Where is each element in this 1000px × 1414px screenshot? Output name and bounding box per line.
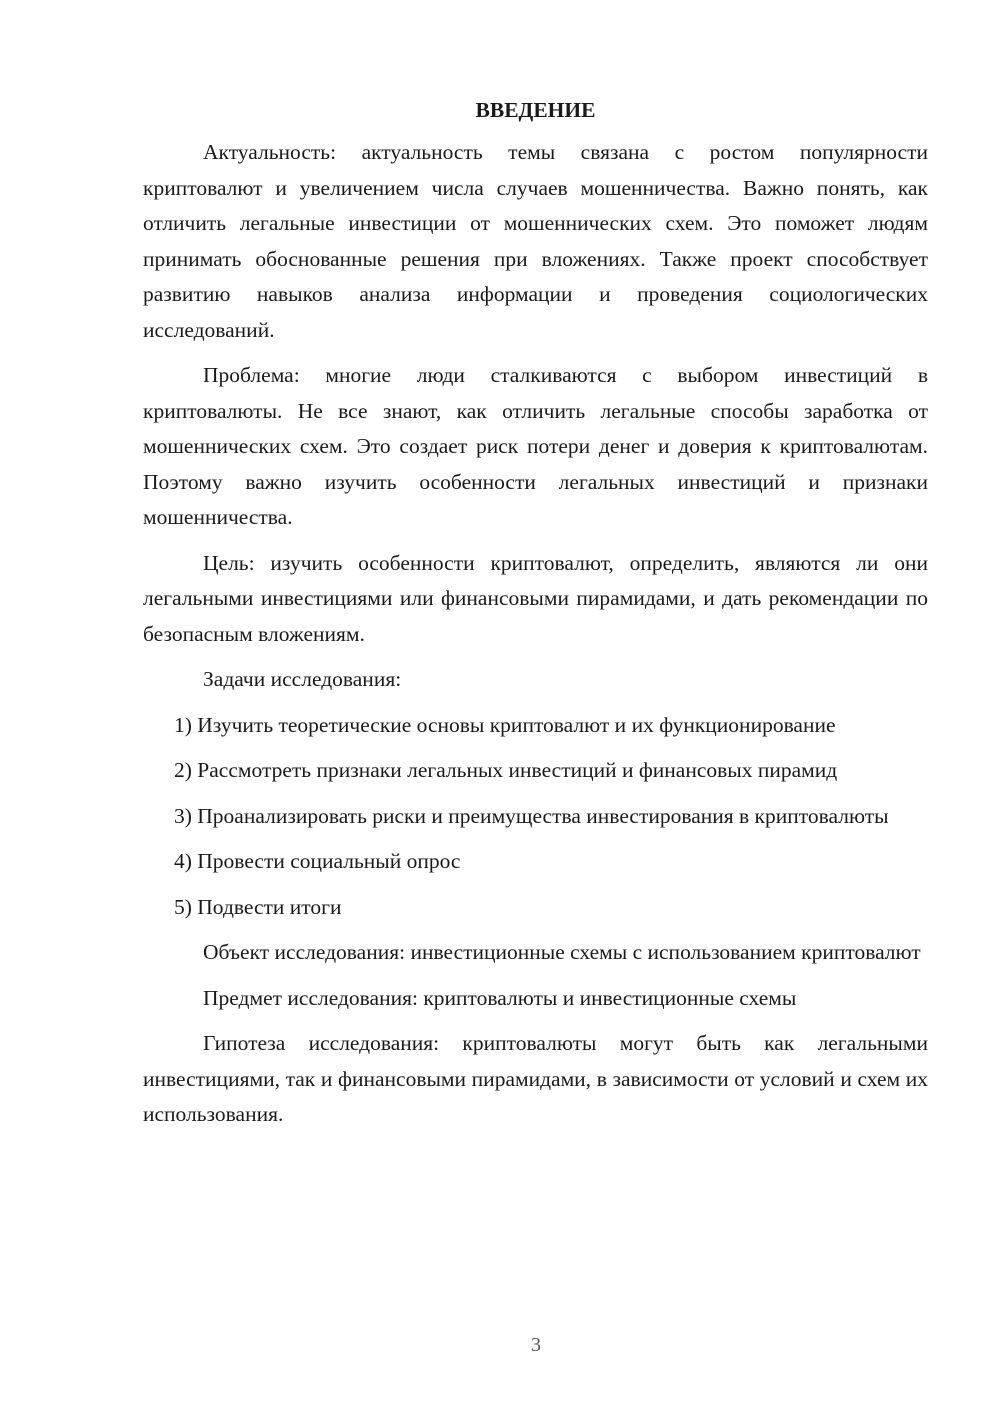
goal-paragraph: Цель: изучить особенности криптовалют, определить, являются ли они легальными инвестициями или финансовыми пирамидами, и дать рекомендации по безопасным вложениям. [143, 550, 928, 646]
problem-paragraph: Проблема: многие люди сталкиваются с выбором инвестиций в криптовалюты. Не все знают, как отличить легальные способы заработка от мошеннических схем. Это создает риск потери денег и доверия к криптовалютам. Поэтому важно изучить особенности легальных инвестиций и признаки мошенничества. [143, 363, 928, 529]
task-item-1: 1) Изучить теоретические основы криптовалют и их функционирование [174, 712, 836, 737]
section-title: ВВЕДЕНИЕ [475, 98, 596, 122]
tasks-heading: Задачи исследования: [203, 667, 402, 691]
hypothesis-paragraph: Гипотеза исследования: криптовалюты могут быть как легальными инвестициями, так и финансовыми пирамидами, в зависимости от условий и схем их использования. [143, 1031, 928, 1126]
object-paragraph: Объект исследования: инвестиционные схемы с использованием криптовалют [203, 940, 921, 964]
page-number: 3 [531, 1334, 541, 1356]
task-item-4: 4) Провести социальный опрос [174, 849, 461, 873]
subject-paragraph: Предмет исследования: криптовалюты и инвестиционные схемы [203, 985, 797, 1010]
relevance-paragraph: Актуальность: актуальность темы связана с ростом популярности криптовалют и увеличением числа случаев мошенничества. Важно понять, как отличить легальные инвестиции от мошеннических схем. Это поможет людям принимать обоснованные решения при вложениях. Также проект способствует развитию навыков анализа информации и проведения социологических исследований. [143, 140, 928, 342]
document-page [143, 95, 928, 1143]
task-item-3: 3) Проанализировать риски и преимущества инвестирования в криптовалюты [174, 803, 889, 828]
task-item-5: 5) Подвести итоги [174, 894, 342, 919]
task-item-2: 2) Рассмотреть признаки легальных инвестиций и финансовых пирамид [174, 758, 838, 782]
